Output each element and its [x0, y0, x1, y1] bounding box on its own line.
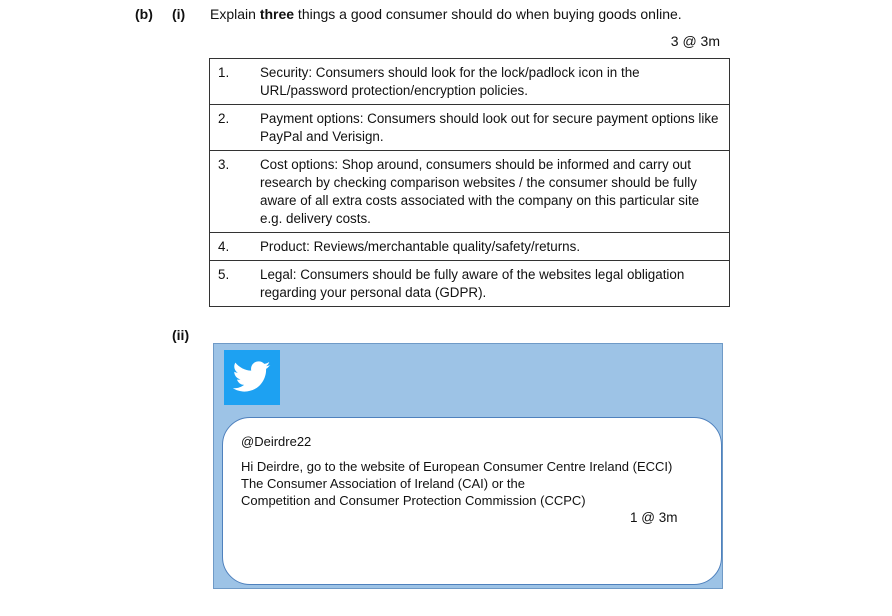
- tweet-line: Hi Deirdre, go to the website of European Consumer Centre Ireland (ECCI): [241, 459, 673, 474]
- table-row: [210, 105, 730, 151]
- answer-text: Product: Reviews/merchantable quality/safety/returns.: [256, 233, 730, 261]
- part-i-label: (i): [172, 6, 186, 22]
- marks-label: 3 @ 3m: [670, 33, 720, 49]
- answers-table: [209, 58, 730, 307]
- answer-text: Payment options: Consumers should look out for secure payment options like PayPal and Verisign.: [256, 105, 730, 151]
- question-pre: Explain: [210, 6, 260, 22]
- table-row: [210, 151, 730, 233]
- answer-number: 1.: [210, 59, 257, 105]
- tweet-line: Competition and Consumer Protection Commission (CCPC): [241, 493, 586, 508]
- answer-number: 3.: [210, 151, 257, 233]
- tweet-line: The Consumer Association of Ireland (CAI) or the: [241, 476, 525, 491]
- answer-number: 5.: [210, 261, 257, 307]
- answer-text: Security: Consumers should look for the lock/padlock icon in the URL/password protection/encryption policies.: [256, 59, 730, 105]
- table-row: [210, 261, 730, 307]
- answer-number: 4.: [210, 233, 257, 261]
- tweet-marks-label: 1 @ 3m: [630, 510, 678, 525]
- table-row: [210, 233, 730, 261]
- tweet-handle: @Deirdre22: [241, 434, 312, 449]
- question-post: things a good consumer should do when buying goods online.: [294, 6, 682, 22]
- table-row: [210, 59, 730, 105]
- question-text: [210, 6, 682, 22]
- part-ii-label: (ii): [172, 327, 190, 343]
- answer-number: 2.: [210, 105, 257, 151]
- part-b-label: (b): [135, 6, 153, 22]
- tweet-message: [241, 458, 672, 509]
- question-bold: three: [259, 6, 295, 22]
- answer-text: Legal: Consumers should be fully aware of the websites legal obligation regarding your personal data (GDPR).: [256, 261, 730, 307]
- answer-text: Cost options: Shop around, consumers should be informed and carry out research by checking comparison websites / the consumer should be fully aware of all extra costs associated with the company on this particular site e.g. delivery costs.: [256, 151, 730, 233]
- twitter-bird-icon: [224, 350, 280, 405]
